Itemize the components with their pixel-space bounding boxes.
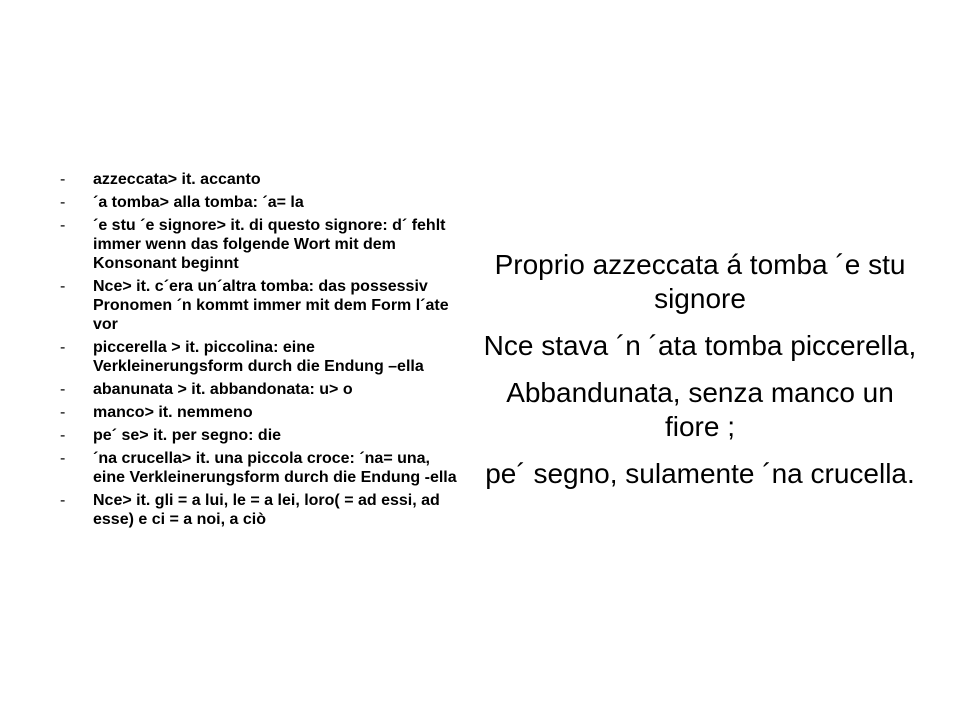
poem-verse xyxy=(480,248,920,504)
vocabulary-notes-list xyxy=(60,170,460,533)
bullet-dash: - xyxy=(60,404,66,421)
note-item xyxy=(60,277,460,334)
note-text: azzeccata> it. accanto xyxy=(93,171,261,188)
note-text: Nce> it. c´era un´altra tomba: das possessiv Pronomen ´n kommt immer mit dem Form l´ate vor xyxy=(93,278,449,333)
verse-line: Nce stava ´n ´ata tomba piccerella, xyxy=(483,330,917,361)
bullet-dash: - xyxy=(60,278,66,295)
note-item xyxy=(60,449,460,487)
note-text: pe´ se> it. per segno: die xyxy=(93,427,282,444)
bullet-dash: - xyxy=(60,217,66,234)
note-item xyxy=(60,170,460,189)
note-text: ´e stu ´e signore> it. di questo signore: d´ fehlt immer wenn das folgende Wort mit dem Konsonant beginnt xyxy=(93,217,446,272)
note-text: ´a tomba> alla tomba: ´a= la xyxy=(93,194,304,211)
bullet-dash: - xyxy=(60,492,66,509)
note-text: Nce> it. gli = a lui, le = a lei, loro( = ad essi, ad esse) e ci = a noi, a ciò xyxy=(93,492,440,528)
note-text: manco> it. nemmeno xyxy=(93,404,253,421)
bullet-dash: - xyxy=(60,450,66,467)
note-item xyxy=(60,426,460,445)
bullet-dash: - xyxy=(60,427,66,444)
verse-line: Proprio azzeccata á tomba ´e stu signore xyxy=(494,249,906,314)
bullet-dash: - xyxy=(60,171,66,188)
verse-line: pe´ segno, sulamente ´na crucella. xyxy=(485,458,915,489)
verse-line: Abbandunata, senza manco un fiore ; xyxy=(506,377,894,442)
note-item xyxy=(60,193,460,212)
note-text: piccerella > it. piccolina: eine Verkleinerungsform durch die Endung –ella xyxy=(93,339,424,375)
note-item xyxy=(60,338,460,376)
note-item xyxy=(60,216,460,273)
note-item xyxy=(60,380,460,399)
note-text: ´na crucella> it. una piccola croce: ´na= una, eine Verkleinerungsform durch die Endung -ella xyxy=(93,450,457,486)
note-item xyxy=(60,491,460,529)
bullet-dash: - xyxy=(60,339,66,356)
bullet-dash: - xyxy=(60,194,66,211)
bullet-dash: - xyxy=(60,381,66,398)
note-text: abanunata > it. abbandonata: u> o xyxy=(93,381,353,398)
note-item xyxy=(60,403,460,422)
